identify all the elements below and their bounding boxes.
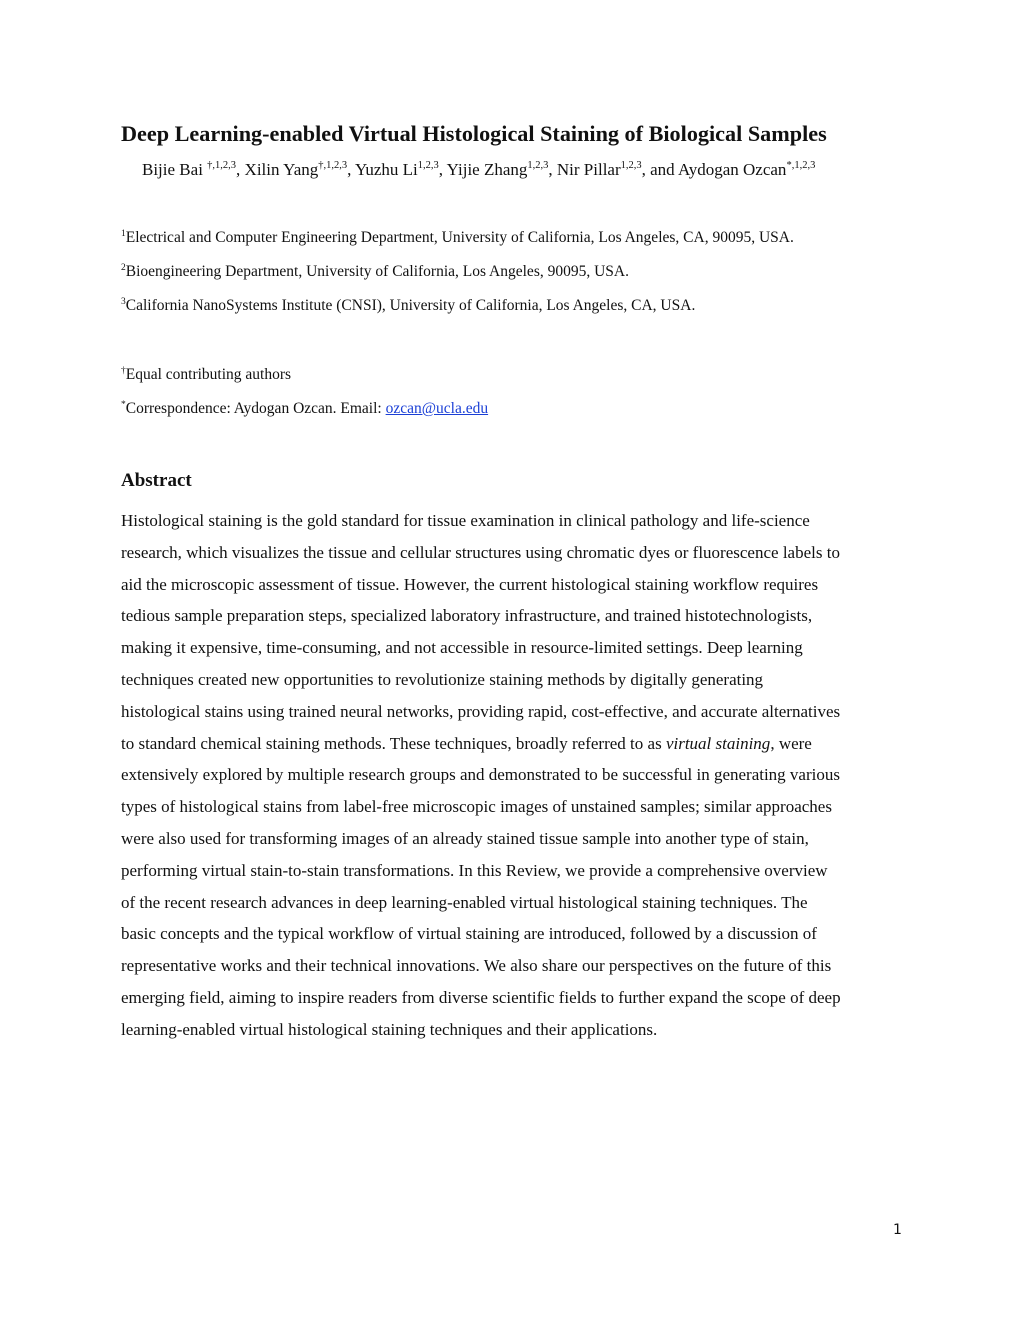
abstract-line: research, which visualizes the tissue and cellular structures using chromatic dyes or fluorescence labels to <box>121 542 840 562</box>
author-name: Nir Pillar <box>556 160 621 179</box>
author-separator: , <box>347 160 355 179</box>
paper-title: Deep Learning-enabled Virtual Histological Staining of Biological Samples <box>121 121 827 146</box>
note-marker: * <box>121 400 126 410</box>
author-separator: , and <box>641 160 678 179</box>
page-number: 1 <box>893 1222 902 1238</box>
author-name: Yijie Zhang <box>446 160 528 179</box>
abstract-heading: Abstract <box>121 470 192 491</box>
author-affiliation-marker: †,1,2,3 <box>207 160 237 171</box>
abstract-line: Histological staining is the gold standard for tissue examination in clinical pathology and life-science <box>121 511 810 530</box>
abstract-line: representative works and their technical innovations. We also share our perspectives on the future of this <box>121 956 832 976</box>
author-separator: , <box>236 160 245 179</box>
affiliation-text: Electrical and Computer Engineering Department, University of California, Los Angeles, CA, 90095, USA. <box>125 229 794 246</box>
author-name: Yuzhu Li <box>354 160 418 179</box>
abstract-line: making it expensive, time-consuming, and not accessible in resource-limited settings. Deep learning <box>121 638 803 658</box>
author-name: Aydogan Ozcan <box>678 160 787 179</box>
abstract-line: of the recent research advances in deep learning-enabled virtual histological staining techniques. The <box>121 892 808 912</box>
note-marker: † <box>121 366 126 376</box>
author-separator: , <box>548 160 557 179</box>
author-affiliation-marker: †,1,2,3 <box>318 160 348 171</box>
abstract-line: extensively explored by multiple research groups and demonstrated to be successful in generating various <box>121 765 840 785</box>
author-affiliation-marker: 1,2,3 <box>527 160 549 171</box>
author-name: Xilin Yang <box>244 160 319 179</box>
affiliation-text: Bioengineering Department, University of California, Los Angeles, 90095, USA. <box>125 263 629 280</box>
abstract-line: histological stains using trained neural networks, providing rapid, cost-effective, and accurate alternatives <box>121 701 841 721</box>
affiliation-marker: 3 <box>121 297 126 307</box>
abstract-text: to standard chemical staining methods. These techniques, broadly referred to as <box>121 733 666 753</box>
author-name: Bijie Bai <box>142 160 203 179</box>
author-affiliation-marker: *,1,2,3 <box>786 160 816 171</box>
correspondence-note <box>121 400 488 418</box>
abstract-line: tedious sample preparation steps, specialized laboratory infrastructure, and trained histotechnologists, <box>121 606 813 626</box>
equal-contribution-note <box>121 366 291 384</box>
affiliation-text: California NanoSystems Institute (CNSI), University of California, Los Angeles, CA, USA. <box>125 297 696 314</box>
abstract-line <box>121 728 911 760</box>
note-text: Correspondence: Aydogan Ozcan. Email: <box>125 400 386 417</box>
author-affiliation-marker: 1,2,3 <box>417 160 439 171</box>
abstract-line: emerging field, aiming to inspire readers from diverse scientific fields to further expand the scope of deep <box>121 987 841 1007</box>
note-text: Equal contributing authors <box>125 366 292 383</box>
affiliation-marker: 2 <box>121 263 126 273</box>
abstract-text: , were <box>770 733 812 753</box>
author-list <box>142 160 922 180</box>
abstract-line: aid the microscopic assessment of tissue. However, the current histological staining workflow requires <box>121 574 819 594</box>
abstract-line: learning-enabled virtual histological staining techniques and their applications. <box>121 1019 658 1039</box>
abstract-body <box>121 505 911 1046</box>
affiliation-marker: 1 <box>121 229 126 239</box>
abstract-line: techniques created new opportunities to revolutionize staining methods by digitally generating <box>121 669 764 689</box>
abstract-line: types of histological stains from label-free microscopic images of unstained samples; similar approaches <box>121 797 832 817</box>
abstract-line: performing virtual stain-to-stain transformations. In this Review, we provide a comprehensive overview <box>121 860 828 880</box>
author-separator: , <box>438 160 447 179</box>
affiliation-2 <box>121 263 629 281</box>
affiliation-3 <box>121 297 695 315</box>
abstract-emphasis: virtual staining <box>665 733 771 753</box>
abstract-line: basic concepts and the typical workflow of virtual staining are introduced, followed by a discussion of <box>121 924 817 944</box>
email-link[interactable]: ozcan@ucla.edu <box>385 400 489 417</box>
author-affiliation-marker: 1,2,3 <box>620 160 642 171</box>
abstract-line: were also used for transforming images of an already stained tissue sample into another type of stain, <box>121 828 809 848</box>
affiliation-1 <box>121 229 794 247</box>
